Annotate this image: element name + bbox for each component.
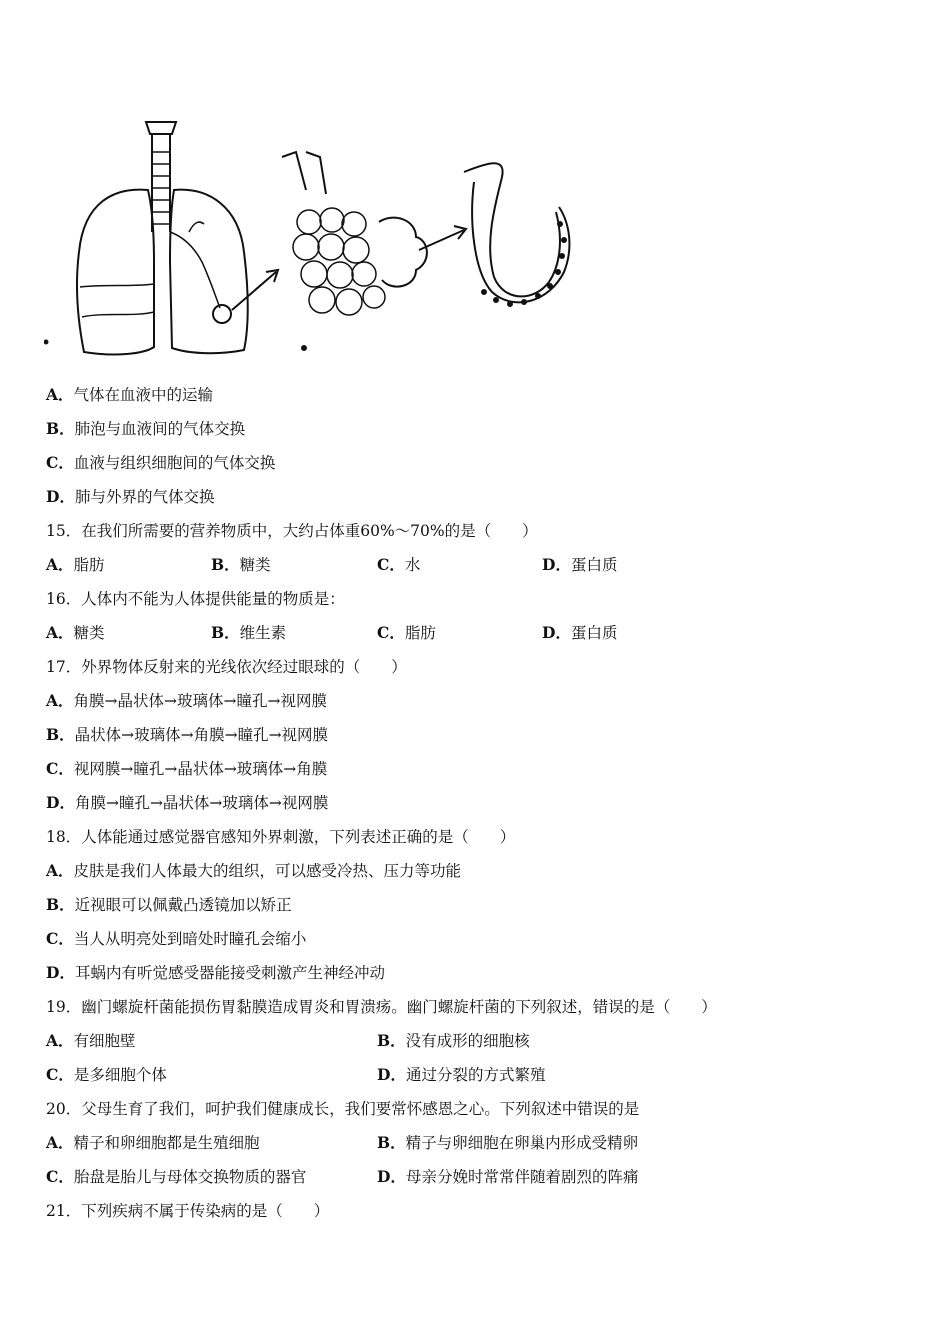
q17-option-d: D．角膜→瞳孔→晶状体→玻璃体→视网膜 — [46, 793, 329, 812]
q14-option-a: A．气体在血液中的运输 — [46, 385, 214, 404]
q20-option-c: C．胎盘是胎儿与母体交换物质的器官 — [46, 1167, 307, 1186]
q20-option-d: D．母亲分娩时常常伴随着剧烈的阵痛 — [377, 1167, 639, 1186]
q16-option-d: D．蛋白质 — [542, 623, 618, 642]
q18-option-c: C．当人从明亮处到暗处时瞳孔会缩小 — [46, 929, 307, 948]
q16-option-b: B．维生素 — [211, 623, 287, 642]
q19-option-a: A．有细胞壁 — [46, 1031, 136, 1050]
q15-stem: 15．在我们所需要的营养物质中，大约占体重60%～70%的是（ ） — [46, 522, 538, 540]
q20-option-b: B．精子与卵细胞在卵巢内形成受精卵 — [377, 1133, 639, 1152]
q16-option-a: A．糖类 — [46, 623, 105, 642]
q14-option-c: C．血液与组织细胞间的气体交换 — [46, 453, 276, 472]
q18-option-d: D．耳蜗内有听觉感受器能接受刺激产生神经冲动 — [46, 963, 385, 982]
q20-option-a: A．精子和卵细胞都是生殖细胞 — [46, 1133, 260, 1152]
q15-option-b: B．糖类 — [211, 555, 271, 574]
q18-option-a: A．皮肤是我们人体最大的组织，可以感受冷热、压力等功能 — [46, 861, 462, 880]
q15-option-a: A．脂肪 — [46, 555, 105, 574]
q14-option-d: D．肺与外界的气体交换 — [46, 487, 215, 506]
q18-stem: 18．人体能通过感觉器官感知外界刺激，下列表述正确的是（ ） — [46, 828, 516, 846]
q21-stem: 21．下列疾病不属于传染病的是（ ） — [46, 1202, 330, 1220]
q19-option-d: D．通过分裂的方式繁殖 — [377, 1065, 546, 1084]
q19-option-c: C．是多细胞个体 — [46, 1065, 167, 1084]
respiratory-system-diagram-icon — [44, 112, 584, 362]
q14-option-b: B．肺泡与血液间的气体交换 — [46, 419, 246, 438]
q19-option-b: B．没有成形的细胞核 — [377, 1031, 530, 1050]
q15-option-d: D．蛋白质 — [542, 555, 618, 574]
q16-option-c: C．脂肪 — [377, 623, 436, 642]
q20-stem: 20．父母生育了我们，呵护我们健康成长，我们要常怀感恩之心。下列叙述中错误的是 — [46, 1100, 640, 1118]
q19-stem: 19．幽门螺旋杆菌能损伤胃黏膜造成胃炎和胃溃疡。幽门螺旋杆菌的下列叙述，错误的是（ ） — [46, 998, 717, 1016]
q17-option-b: B．晶状体→玻璃体→角膜→瞳孔→视网膜 — [46, 725, 329, 744]
q17-stem: 17．外界物体反射来的光线依次经过眼球的（ ） — [46, 658, 407, 676]
q17-option-c: C．视网膜→瞳孔→晶状体→玻璃体→角膜 — [46, 759, 328, 778]
q17-option-a: A．角膜→晶状体→玻璃体→瞳孔→视网膜 — [46, 691, 327, 710]
q18-option-b: B．近视眼可以佩戴凸透镜加以矫正 — [46, 895, 292, 914]
q16-stem: 16．人体内不能为人体提供能量的物质是： — [46, 590, 345, 608]
q15-option-c: C．水 — [377, 555, 421, 574]
